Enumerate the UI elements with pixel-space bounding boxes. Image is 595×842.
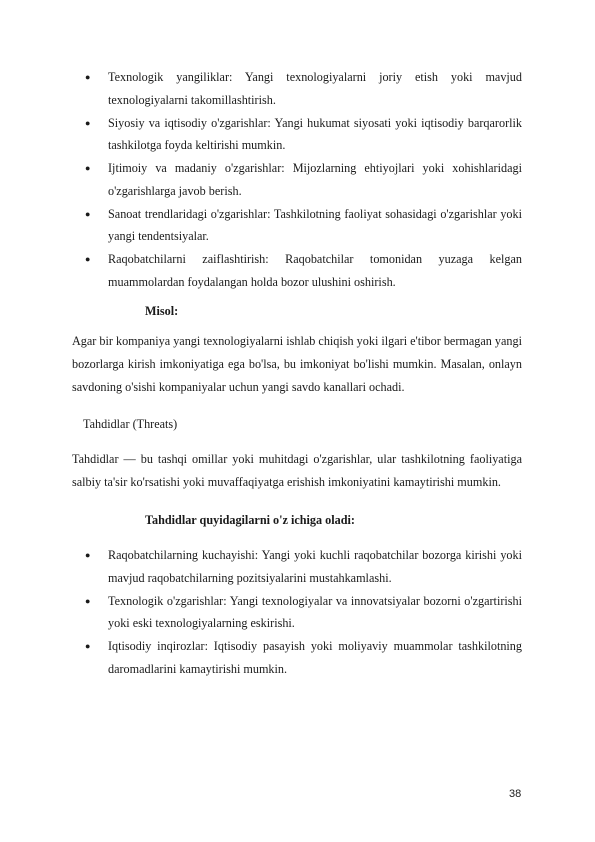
bullet-icon: ● <box>85 550 91 561</box>
bullet-icon: ● <box>85 208 91 219</box>
opportunities-list <box>72 66 522 293</box>
threats-list <box>72 544 522 680</box>
list-item: ● Siyosiy va iqtisodiy o'zgarishlar: Yangi hukumat siyosati yoki iqtisodiy barqarorlik tashkilotga foyda keltirishi mumkin. <box>72 112 522 157</box>
bullet-icon: ● <box>85 254 91 264</box>
list-item: ● Texnologik yangiliklar: Yangi texnologiyalarni joriy etish yoki mavjud texnologiyalarni takomillashtirish. <box>72 66 522 111</box>
bullet-icon: ● <box>85 163 91 173</box>
page-content <box>72 66 522 681</box>
threats-title: Tahdidlar (Threats) <box>83 416 178 431</box>
threats-list-heading: Tahdidlar quyidagilarni o'z ichiga oladi: <box>145 513 355 528</box>
bullet-icon: ● <box>85 595 91 606</box>
example-paragraph: Agar bir kompaniya yangi texnologiyalarni ishlab chiqish yoki ilgari e'tibor bermagan yangi bozorlarga kirish imkoniyatiga ega bo'lsa, bu imkoniyat bo'lishi mumkin. Masalan, onlayn savdoning o'sishi kompaniyalar uchun yangi savdo kanallari ochadi. <box>72 334 522 395</box>
bullet-icon: ● <box>85 117 91 128</box>
list-item: ● Raqobatchilarni zaiflashtirish: Raqobatchilar tomonidan yuzaga kelgan muammolardan foydalangan holda bozor ulushini oshirish. <box>72 248 522 293</box>
list-item: ● Sanoat trendlaridagi o'zgarishlar: Tashkilotning faoliyat sohasidagi o'zgarishlar yoki yangi tendentsiyalar. <box>72 203 522 248</box>
list-item: ● Ijtimoiy va madaniy o'zgarishlar: Mijozlarning ehtiyojlari yoki xohishlaridagi o'zgarishlarga javob berish. <box>72 157 522 202</box>
threats-paragraph: Tahdidlar — bu tashqi omillar yoki muhitdagi o'zgarishlar, ular tashkilotning faoliyatiga salbiy ta'sir ko'rsatishi yoki muvaffaqiyatga erishish imkoniyatini kamaytirishi mumkin. <box>72 451 522 489</box>
bullet-icon: ● <box>85 72 91 82</box>
list-item: ● Raqobatchilarning kuchayishi: Yangi yoki kuchli raqobatchilar bozorga kirishi yoki mavjud raqobatchilarning pozitsiyalarini mustahkamlashi. <box>72 544 522 589</box>
example-heading: Misol: <box>145 304 179 318</box>
page-number: 38 <box>509 788 522 800</box>
list-item: ● Iqtisodiy inqirozlar: Iqtisodiy pasayish yoki moliyaviy muammolar tashkilotning daromadlarini kamaytirishi mumkin. <box>72 635 522 680</box>
list-item: ● Texnologik o'zgarishlar: Yangi texnologiyalar va innovatsiyalar bozorni o'zgartirishi yoki eski texnologiyalarning eskirishi. <box>72 590 522 635</box>
bullet-icon: ● <box>85 641 91 652</box>
